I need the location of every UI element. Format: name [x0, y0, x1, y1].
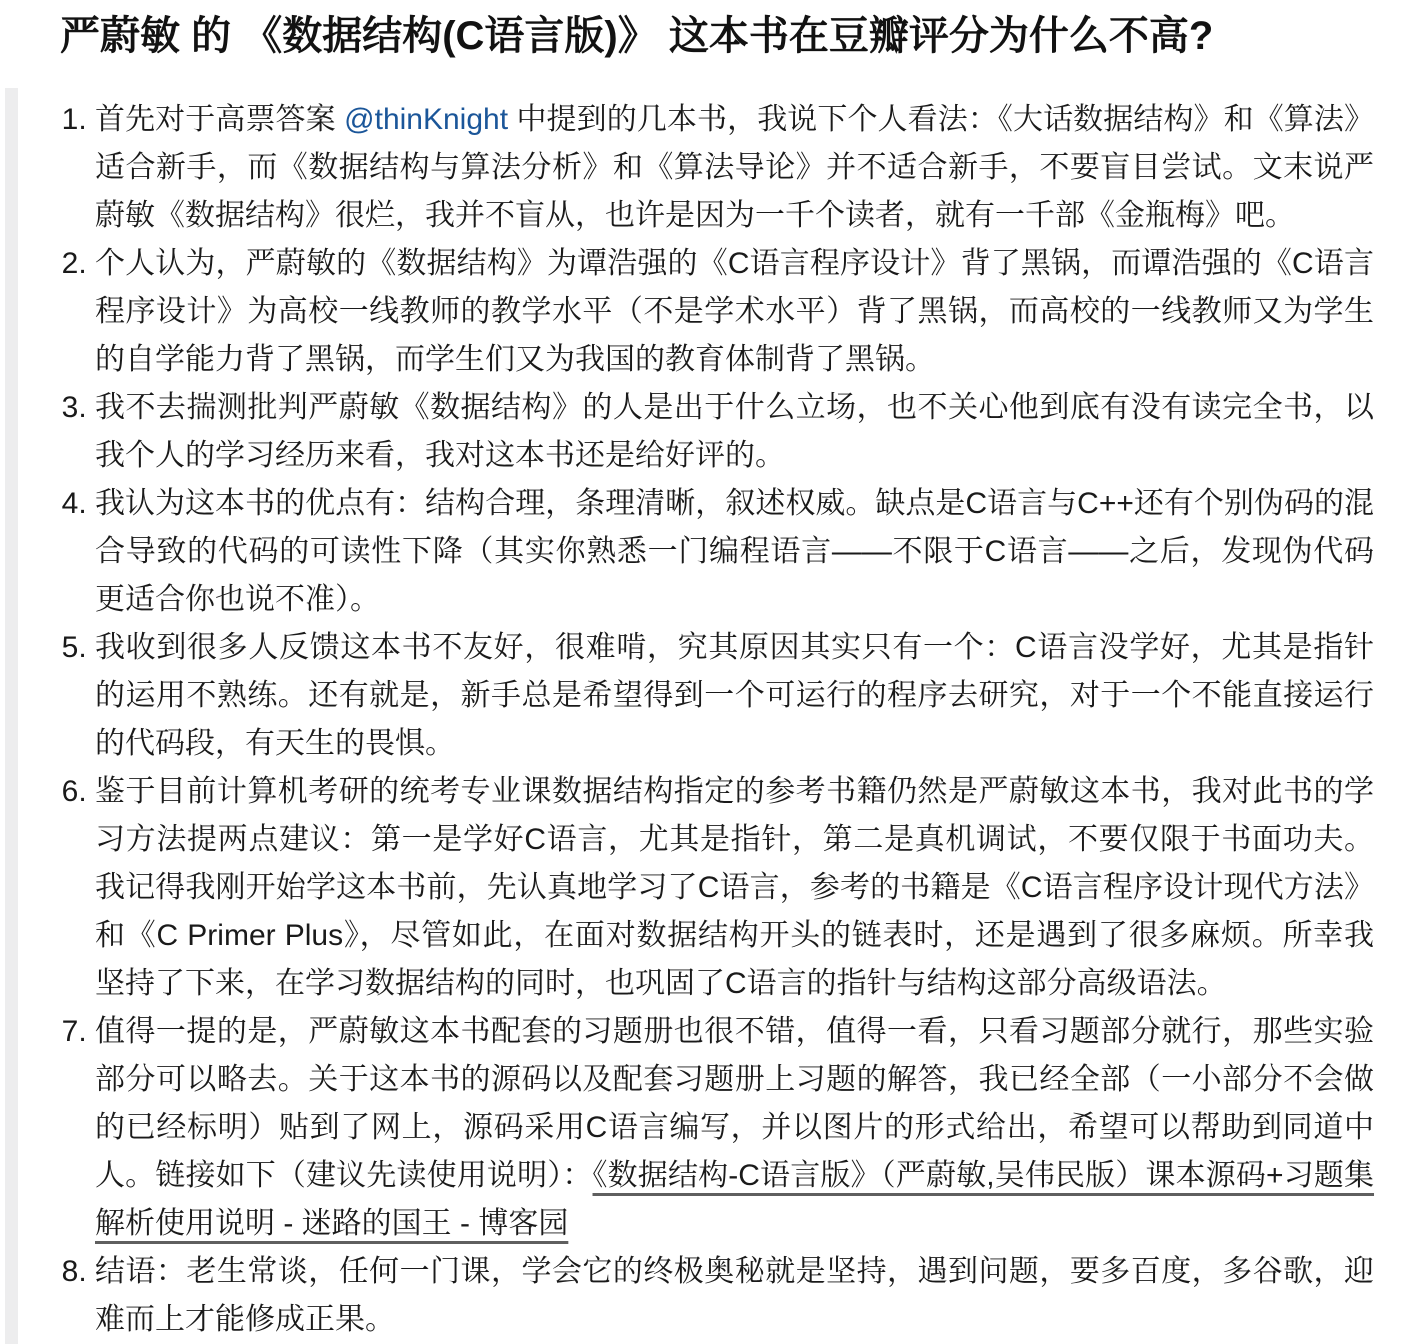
- answer-item-5: [95, 624, 1374, 768]
- mention-link[interactable]: @thinKnight: [344, 103, 509, 136]
- answer-item-7: [95, 1008, 1374, 1248]
- answer-text-segment: 我不去揣测批判严蔚敏《数据结构》的人是出于什么立场，也不关心他到底有没有读完全书，以我个人的学习经历来看，我对这本书还是给好评的。: [95, 391, 1374, 472]
- answer-item-8: [95, 1248, 1374, 1344]
- answer-text-segment: 鉴于目前计算机考研的统考专业课数据结构指定的参考书籍仍然是严蔚敏这本书，我对此书的学习方法提两点建议：第一是学好C语言，尤其是指针，第二是真机调试，不要仅限于书面功夫。我记得我刚开始学这本书前，先认真地学习了C语言，参考的书籍是《C语言程序设计现代方法》和《C Primer Plus》，尽管如此，在面对数据结构开头的链表时，还是遇到了很多麻烦。所幸我坚持了下来，在学习数据结构的同时，也巩固了C语言的指针与结构这部分高级语法。: [95, 775, 1374, 1000]
- answer-content: [0, 88, 1426, 1344]
- answer-item-4: [95, 480, 1374, 624]
- answer-text-segment: 我收到很多人反馈这本书不友好，很难啃，究其原因其实只有一个：C语言没学好，尤其是指针的运用不熟练。还有就是，新手总是希望得到一个可运行的程序去研究，对于一个不能直接运行的代码段，有天生的畏惧。: [95, 631, 1374, 760]
- answer-text-segment: 我认为这本书的优点有：结构合理，条理清晰，叙述权威。缺点是C语言与C++还有个别伪码的混合导致的代码的可读性下降（其实你熟悉一门编程语言——不限于C语言——之后，发现伪代码更适合你也说不准）。: [95, 487, 1374, 616]
- answer-list: [0, 88, 1426, 1344]
- quote-bar: [5, 88, 18, 1344]
- answer-item-2: [95, 240, 1374, 384]
- question-title: 严蔚敏 的 《数据结构(C语言版)》 这本书在豆瓣评分为什么不高?: [60, 14, 1214, 58]
- answer-item-6: [95, 768, 1374, 1008]
- answer-text-segment: 首先对于高票答案: [95, 103, 345, 136]
- answer-text-segment: 个人认为，严蔚敏的《数据结构》为谭浩强的《C语言程序设计》背了黑锅，而谭浩强的《C语言程序设计》为高校一线教师的教学水平（不是学术水平）背了黑锅，而高校的一线教师又为学生的自学能力背了黑锅，而学生们又为我国的教育体制背了黑锅。: [95, 247, 1374, 376]
- answer-item-1: [95, 96, 1374, 240]
- answer-text-segment: 结语：老生常谈，任何一门课，学会它的终极奥秘就是坚持，遇到问题，要多百度，多谷歌，迎难而上才能修成正果。: [95, 1255, 1374, 1336]
- answer-text-segment: 值得一提的是，严蔚敏这本书配套的习题册也很不错，值得一看，只看习题部分就行，那些实验部分可以略去。关于这本书的源码以及配套习题册上习题的解答，我已经全部（一小部分不会做的已经标明）贴到了网上，源码采用C语言编写，并以图片的形式给出，希望可以帮助到同道中人。链接如下（建议先读使用说明）：: [95, 1015, 1374, 1192]
- answer-item-3: [95, 384, 1374, 480]
- answer-text-segment: 中提到的几本书，我说下个人看法：《大话数据结构》和《算法》适合新手，而《数据结构与算法分析》和《算法导论》并不适合新手，不要盲目尝试。文末说严蔚敏《数据结构》很烂，我并不盲从，也许是因为一千个读者，就有一千部《金瓶梅》吧。: [95, 103, 1374, 232]
- article-link[interactable]: 《数据结构-C语言版》（严蔚敏,吴伟民版）课本源码+习题集解析使用说明 - 迷路的国王 - 博客园: [95, 1159, 1375, 1240]
